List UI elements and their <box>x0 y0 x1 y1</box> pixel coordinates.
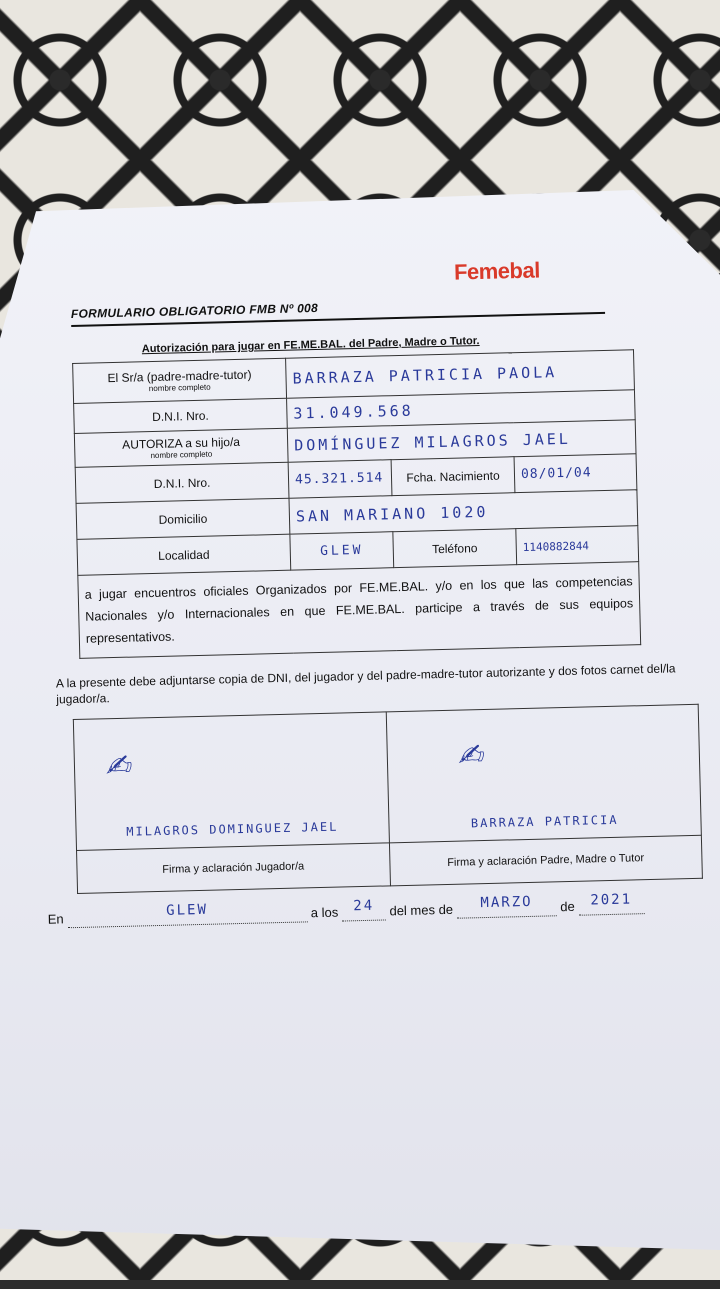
child-dni-value: 45.321.514 <box>294 470 384 488</box>
player-printed-name: MILAGROS DOMINGUEZ JAEL <box>126 819 339 839</box>
guardian-name-value: BARRAZA PATRICIA PAOLA <box>292 362 558 388</box>
attachment-note: A la presente debe adjuntarse copia de DNI, del jugador y del padre-madre-tutor autorizante y dos fotos carnet del/la jugador/a. <box>55 661 676 707</box>
day-value: 24 <box>353 897 375 915</box>
child-sublabel: nombre completo <box>150 449 213 461</box>
form-subtitle: Autorización para jugar en FE.ME.BAL. del Padre, Madre o Tutor. <box>141 335 480 356</box>
signature-table <box>73 704 703 894</box>
form-title: FORMULARIO OBLIGATORIO FMB Nº 008 <box>70 300 319 321</box>
child-dni-cell <box>288 460 392 499</box>
address-value: SAN MARIANO 1020 <box>295 502 489 526</box>
guardian-label-cell <box>73 358 287 403</box>
place-field <box>67 901 307 928</box>
child-label: AUTORIZA a su hijo/a <box>122 434 241 452</box>
femebal-logo: Femebal <box>453 257 541 285</box>
city-value: GLEW <box>319 542 364 559</box>
guardian-dni-value: 31.049.568 <box>293 401 414 423</box>
birth-value: 08/01/04 <box>520 465 592 483</box>
month-value: MARZO <box>480 893 533 912</box>
child-name-value: DOMÍNGUEZ MILAGROS JAEL <box>293 429 572 455</box>
day-field <box>342 897 386 921</box>
authorization-paragraph: a jugar encuentros oficiales Organizados por FE.ME.BAL. y/o en los que las competencias Nacionales y/o Internacionales en que FE.ME.BAL. participe a través de sus equipos representativos. <box>78 562 641 659</box>
place-value: GLEW <box>166 901 209 919</box>
birth-label: Fcha. Nacimiento <box>391 457 515 496</box>
de-label: de <box>560 898 575 915</box>
address-label: Domicilio <box>76 498 290 539</box>
player-signature-icon: ✍︎ <box>104 748 131 785</box>
player-signature-caption: Firma y aclaración Jugador/a <box>77 843 390 894</box>
en-label: En <box>47 911 64 927</box>
guardian-signature-caption: Firma y aclaración Padre, Madre o Tutor <box>389 835 702 886</box>
year-value: 2021 <box>590 891 633 909</box>
city-cell <box>290 532 394 571</box>
guardian-printed-name: BARRAZA PATRICIA <box>470 812 619 831</box>
authorization-table <box>72 349 641 659</box>
phone-value: 1140882844 <box>522 538 590 554</box>
month-field <box>456 893 556 918</box>
child-dni-label: D.N.I. Nro. <box>75 462 289 503</box>
a-los-label: a los <box>310 904 339 921</box>
place-date-line <box>47 891 645 929</box>
phone-cell <box>516 526 639 565</box>
player-signature-cell <box>73 712 389 851</box>
guardian-dni-label: D.N.I. Nro. <box>74 398 288 433</box>
child-label-cell <box>74 428 288 467</box>
guardian-signature-cell <box>386 704 702 843</box>
phone-label: Teléfono <box>393 529 517 568</box>
city-label: Localidad <box>77 534 291 575</box>
del-mes-label: del mes de <box>389 901 454 919</box>
guardian-sublabel: nombre completo <box>148 382 211 394</box>
year-field <box>578 891 644 916</box>
guardian-label: El Sr/a (padre-madre-tutor) <box>107 367 252 386</box>
guardian-signature-icon: ✍︎ <box>456 738 483 774</box>
birth-cell <box>514 454 637 493</box>
